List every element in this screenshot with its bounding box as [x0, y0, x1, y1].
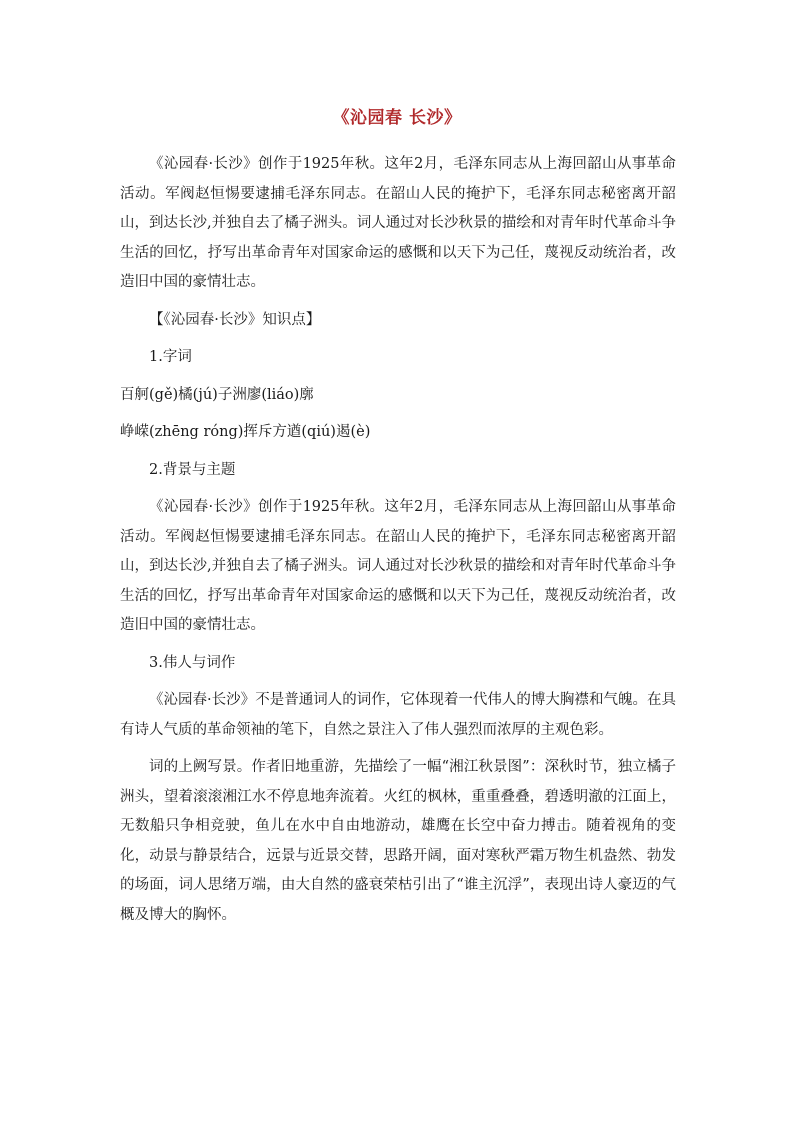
- background-paragraph: 《沁园春·长沙》创作于1925年秋。这年2月，毛泽东同志从上海回韶山从事革命活动。军阀赵恒惕要逮捕毛泽东同志。在韶山人民的掩护下，毛泽东同志秘密离开韶山，到达长沙,并独自去了橘子洲头。词人通过对长沙秋景的描绘和对青年时代革命斗争生活的回忆，抒写出革命青年对国家命运的感慨和以天下为己任，蔑视反动统治者，改造旧中国的豪情壮志。: [120, 499, 676, 633]
- vocabulary-line-2: 峥嵘(zhēng róng)挥斥方遒(qiú)遏(è): [120, 424, 371, 440]
- heading-vocabulary: 1.字词: [149, 349, 192, 365]
- intro-paragraph: 《沁园春·长沙》创作于1925年秋。这年2月，毛泽东同志从上海回韶山从事革命活动。军阀赵恒惕要逮捕毛泽东同志。在韶山人民的掩护下，毛泽东同志秘密离开韶山，到达长沙,并独自去了橘子洲头。词人通过对长沙秋景的描绘和对青年时代革命斗争生活的回忆，抒写出革命青年对国家命运的感慨和以天下为己任，蔑视反动统治者，改造旧中国的豪情壮志。: [120, 156, 676, 290]
- document-body: [120, 150, 676, 938]
- section-heading: 【《沁园春·长沙》知识点】: [149, 311, 321, 328]
- document-title: 《沁园春 长沙》: [332, 108, 462, 128]
- vocabulary-line-1: 百舸(gě)橘(jú)子洲廖(liáo)廓: [120, 386, 314, 403]
- great-work-paragraph-1: 《沁园春·长沙》不是普通词人的词作，它体现着一代伟人的博大胸襟和气魄。在具有诗人气质的革命领袖的笔下，自然之景注入了伟人强烈而浓厚的主观色彩。: [120, 692, 676, 738]
- heading-background: 2.背景与主题: [149, 461, 236, 478]
- heading-great-work: 3.伟人与词作: [149, 654, 236, 671]
- great-work-paragraph-2: 词的上阙写景。作者旧地重游，先描绘了一幅“湘江秋景图”：深秋时节，独立橘子洲头，望着滚滚湘江水不停息地奔流着。火红的枫林，重重叠叠，碧透明澈的江面上，无数船只争相竞驶，鱼儿在水中自由地游动，雄鹰在长空中奋力搏击。随着视角的变化，动景与静景结合，远景与近景交替，思路开阔，面对寒秋严霜万物生机盎然、勃发的场面，词人思绪万端，由大自然的盛衰荣枯引出了“谁主沉浮”，表现出诗人豪迈的气概及博大的胸怀。: [120, 759, 676, 923]
